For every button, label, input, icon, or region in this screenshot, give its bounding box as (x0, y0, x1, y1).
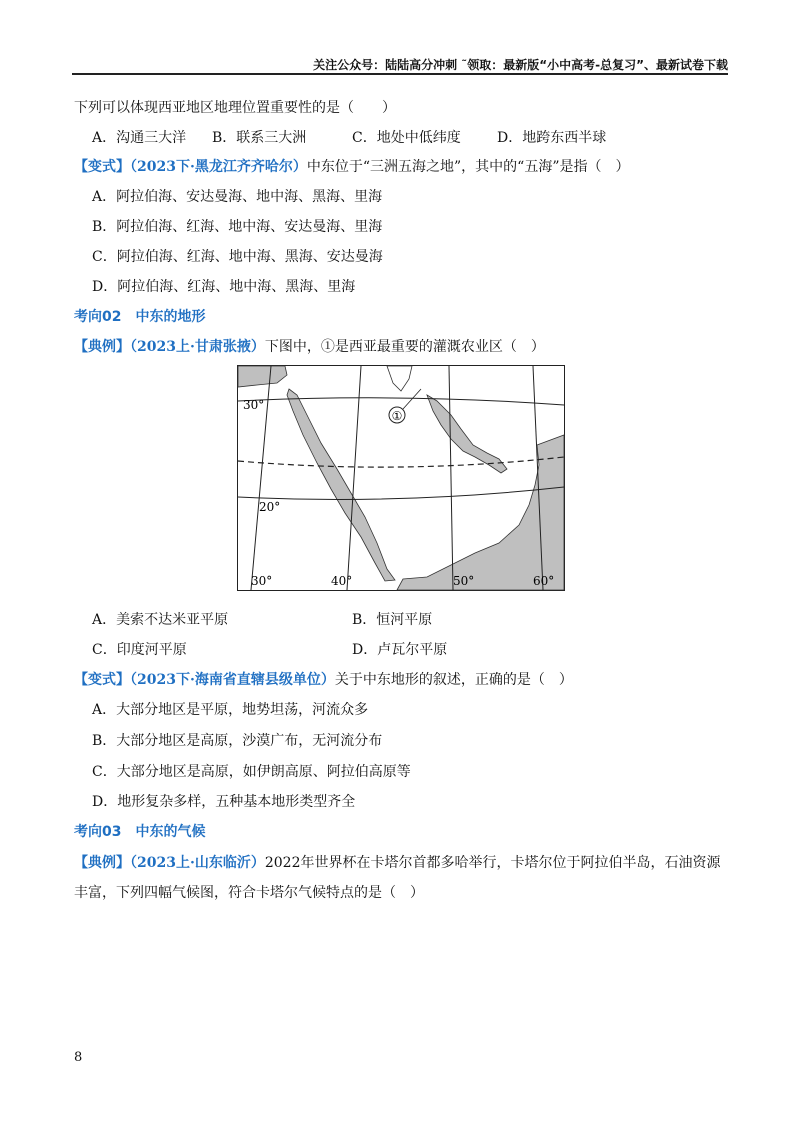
q1-stem: 下列可以体现西亚地区地理位置重要性的是（ ） (74, 100, 396, 116)
e3-tag: 【典例】（2023上·山东临沂） (74, 855, 265, 871)
marker-label: ① (391, 409, 403, 423)
e2-options-row1 (92, 610, 432, 630)
option-c: C．地处中低纬度 (352, 130, 461, 146)
option-d: D．地形复杂多样，五种基本地形类型齐全 (92, 794, 356, 810)
v2-tag: 【变式】（2023下·海南省直辖县级单位） (74, 672, 335, 688)
section-heading: 考向02 中东的地形 (74, 309, 206, 325)
lon-label-50: 50° (453, 574, 475, 588)
lon-label-40: 40° (331, 574, 353, 588)
section-heading: 考向03 中东的气候 (74, 824, 206, 840)
option-a: A．沟通三大洋 (92, 130, 187, 146)
option-b: B．阿拉伯海、红海、地中海、安达曼海、里海 (92, 219, 383, 235)
option-a: A．大部分地区是平原，地势坦荡，河流众多 (92, 702, 369, 718)
v1-stem: 中东位于“三洲五海之地”，其中的“五海”是指（ ） (306, 159, 630, 175)
page-header: 关注公众号：陆陆高分冲刺 ˜领取：最新版“小中高考-总复习”、最新试卷下载 (313, 58, 728, 72)
lon-label-30: 30° (251, 574, 273, 588)
e2-options-row2 (92, 640, 447, 660)
option-d: D．阿拉伯海、红海、地中海、黑海、里海 (92, 279, 356, 295)
e2-stem: 下图中，①是西亚最重要的灌溉农业区（ ） (264, 339, 545, 355)
option-d: D．地跨东西半球 (497, 130, 607, 146)
option-d: D．卢瓦尔平原 (352, 642, 448, 658)
v2-stem-line (74, 670, 573, 690)
e3-stem-line1 (74, 853, 720, 873)
option-c: C．阿拉伯海、红海、地中海、黑海、安达曼海 (92, 249, 383, 265)
e2-stem-line (74, 337, 545, 357)
v2-stem: 关于中东地形的叙述，正确的是（ ） (334, 672, 573, 688)
page-number: 8 (74, 1050, 83, 1065)
middle-east-map (237, 365, 565, 591)
e3-stem-line2: 丰富，下列四幅气候图，符合卡塔尔气候特点的是（ ） (74, 885, 424, 901)
option-a: A．阿拉伯海、安达曼海、地中海、黑海、里海 (92, 189, 383, 205)
v1-tag: 【变式】（2023下·黑龙江齐齐哈尔） (74, 159, 307, 175)
option-b: B．大部分地区是高原，沙漠广布，无河流分布 (92, 733, 383, 749)
header-rule (72, 73, 728, 75)
q1-options (92, 128, 606, 148)
lon-label-60: 60° (533, 574, 555, 588)
e3-stem-1: 2022年世界杯在卡塔尔首都多哈举行，卡塔尔位于阿拉伯半岛，石油资源 (264, 855, 721, 871)
lat-label-20: 20° (259, 500, 281, 514)
option-c: C．印度河平原 (92, 642, 187, 658)
v1-stem-line (74, 157, 629, 177)
lat-label-30: 30° (243, 398, 265, 412)
e2-tag: 【典例】（2023上·甘肃张掖） (74, 339, 265, 355)
option-b: B．恒河平原 (352, 612, 433, 628)
option-b: B．联系三大洲 (212, 130, 307, 146)
option-c: C．大部分地区是高原，如伊朗高原、阿拉伯高原等 (92, 764, 411, 780)
option-a: A．美索不达米亚平原 (92, 612, 229, 628)
